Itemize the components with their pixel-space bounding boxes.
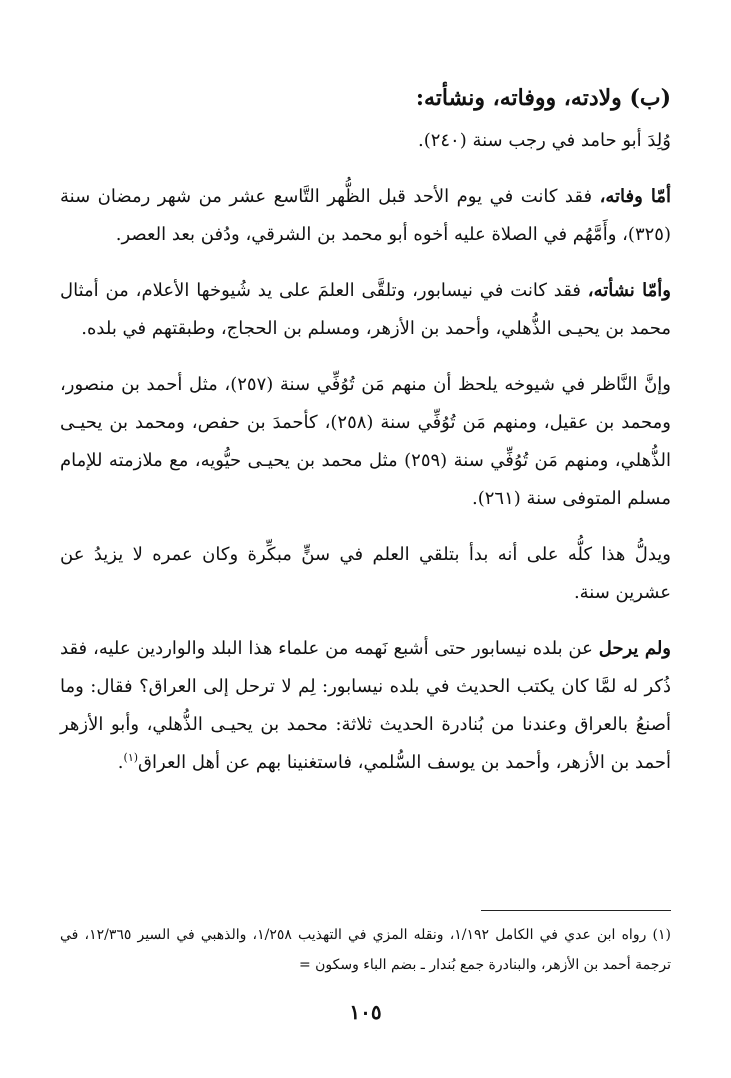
section-heading: (ب) ولادته، ووفاته، ونشأته: (415, 85, 671, 111)
footnote-divider (481, 910, 671, 911)
paragraph-birth: وُلِدَ أبو حامد في رجب سنة (٢٤٠). (417, 130, 671, 151)
paragraph-death-text: فقد كانت في يوم الأحد قبل الظُّهر التَّاسع عشر من شهر رمضان سنة (٣٢٥)، وأَمَّهُم في الصلاة عليه أخوه أبو محمد بن الشرقي، ودُفن بعد العصر. (60, 186, 671, 245)
page-number: ١٠٥ (349, 1000, 382, 1024)
footnote-reference: (١) (123, 751, 139, 764)
paragraph-travel-lead: ولم يرحل (598, 638, 671, 659)
paragraph-teachers: وإنَّ النَّاظر في شيوخه يلحظ أن منهم مَن تُوُفِّي سنة (٢٥٧)، مثل أحمد بن منصور، ومحمد بن عقيل، ومنهم مَن تُوُفِّي سنة (٢٥٨)، كأحمدَ بن حفص، ومحمد بن يحيـى الذُّهلي، ومنهم مَن تُوُفِّي سنة (٢٥٩) مثل محمد بن يحيـى حيُّويه، مع ملازمته للإمام مسلم المتوفى سنة (٢٦١). (60, 374, 672, 509)
paragraph-death (60, 178, 671, 254)
footnote: (١) رواه ابن عدي في الكامل ١/١٩٢، ونقله المزي في التهذيب ١/٢٥٨، والذهبي في السير ١٢/٣٦٥، في ترجمة أحمد بن الأزهر، والبنادرة جمع بُندار ـ بضم الباء وسكون = (60, 927, 671, 973)
paragraph-upbringing-lead: وأمّا نشأته، (587, 280, 672, 301)
main-text (60, 78, 671, 800)
paragraph-travel-end: . (117, 752, 124, 773)
paragraph-upbringing (60, 272, 671, 348)
paragraph-travel-text: عن بلده نيسابور حتى أشبع نَهمه من علماء هذا البلد والواردين عليه، فقد ذُكر له لمَّا كان يكتب الحديث في بلده نيسابور: لِم لا ترحل إلى العراق؟ فقال: وما أصنعُ بالعراق وعندنا من بُنادرة الحديث ثلاثة: محمد بن يحيـى الذُّهلي، وأبو الأزهر أحمد بن الأزهر، وأحمد بن يوسف السُّلمي، فاستغنينا بهم عن أهل العراق (60, 638, 671, 773)
paragraph-death-lead: أمّا وفاته، (599, 186, 671, 207)
paragraph-travel (60, 630, 671, 782)
paragraph-upbringing-text: فقد كانت في نيسابور، وتلقَّى العلمَ على يد شُيوخها الأعلام، من أمثال محمد بن يحيـى الذُّهلي، وأحمد بن الأزهر، ومسلم بن الحجاج، وطبقتهم في بلده. (60, 280, 671, 339)
paragraph-early-start: ويدلُّ هذا كلُّه على أنه بدأ بتلقي العلم في سنٍّ مبكِّرة وكان عمره لا يزيدُ عن عشرين سنة. (60, 544, 671, 603)
